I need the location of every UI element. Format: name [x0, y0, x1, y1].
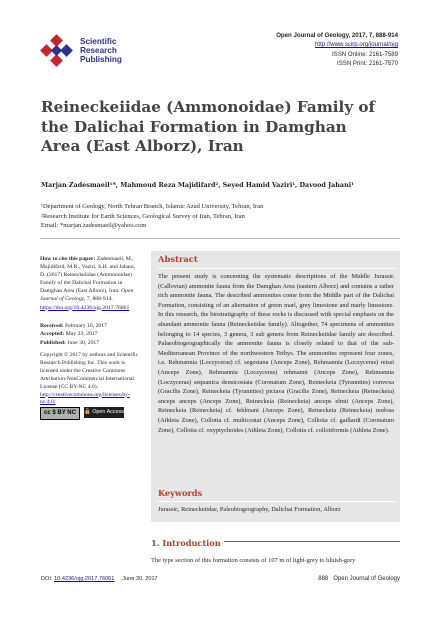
- citation-volume: 7, 888-914.: [86, 296, 113, 303]
- license-badges: [40, 407, 124, 418]
- author-list: Marjan Zadesmaeil¹*, Mahmoud Reza Majidifard², Seyed Hamid Vaziri¹, Davood Jahani¹: [41, 181, 354, 189]
- how-to-cite-label: How to cite this paper:: [40, 256, 96, 262]
- received-label: Received:: [40, 323, 64, 329]
- received-date: February 16, 2017: [65, 323, 107, 329]
- paper-title: Reineckeiidae (Ammonoidae) Family of the Dalichai Formation in Damghan Area (East Alborz), Iran: [41, 98, 376, 155]
- abstract-text: The present study is concerning the systematic descriptions of the Middle Jurassic (Callovian) ammonite fauna from the Damghan Area (eastern Alborz) and contains a rather rich ammonite fauna. The described ammonites come from the Middle part of the Dalichai Formation, consisting of an alternation of green marl, grey limestone and marly limestone. In this research, the biostratigraphy of these rocks is discussed with special emphasis on the abundant ammonite fauna (Reineckeiidae family). Altogether, 74 specimens of ammonites belonging to 14 species, 3 genera, 3 sub genera from Reineckeiidae family are described. Palaeobiogeographically the ammonite fauna is closely related to that of the sub-Mediterranean Province of the northwestern Tethys. The ammonites represent four zones, i.e. Rehmannia (Loczyceras) cf. segestana (Anceps Zone), Rehmannia (Loczyceras) reissi (Anceps Zone), Rehmannia (Loczyceras) rehmanni (Anceps Zone), Rehmannia (Loczyceras) sequanica densicostata (Coronatum Zone), Reineckeia (Tyrannites) convexa (Gracilis Zone), Reineckeia (Tyrannites) pictava (Gracilis Zone), Reineckeia (Reineckeia) anceps anceps (Anceps Zone), Reineckeia (Reineckeia) anceps elmii (Anceps Zone), Reineckeia (Reineckeia) cf. fehlmani (Anceps Zone), Reineckeia (Reineckeia) nodosa (Athleta Zone), Collotia cf. multicostat (Anceps Zone), Collotia cf. gaillardi (Coronatum Zone), Collotia cf. oxyptychoides (Athleta Zone), Collotia cf. collotiformis (Athleta Zone).: [158, 273, 394, 434]
- introduction-first-line: The type section of this formation consists of 107 m of light-grey to bluish-grey: [151, 557, 356, 564]
- abstract-heading: Abstract: [158, 251, 396, 269]
- open-access-label: Open Access: [92, 409, 124, 415]
- published-date: June 30, 2017: [67, 339, 100, 346]
- contact-email: Email: *marjan.zadesmaeil@yahoo.com: [41, 222, 147, 229]
- journal-citation: Open Journal of Geology, 2017, 7, 888-914: [276, 32, 398, 39]
- keywords-heading: Keywords: [158, 486, 396, 502]
- copyright-notice: [40, 352, 144, 407]
- open-access-badge: [84, 407, 124, 418]
- publisher-logo-icon: [40, 34, 76, 68]
- published-label: Published:: [40, 339, 66, 346]
- journal-url-link[interactable]: http://www.scirp.org/journal/ojg: [315, 41, 398, 49]
- footer-journal: Open Journal of Geology: [333, 576, 400, 582]
- affiliation-2: ²Research Institute for Earth Sciences, Geological Survey of Iran, Tehran, Iran: [41, 212, 245, 220]
- affiliation-1: ¹Department of Geology, North Tehran Branch, Islamic Azad University, Tehran, Iran: [41, 203, 264, 210]
- page-footer: [41, 576, 158, 582]
- copyright-text: Copyright © 2017 by authors and Scientific Research Publishing Inc. This work is licensed under the Creative Commons Attribution-NonCommercial International License (CC BY-NC 4.0).: [40, 352, 139, 390]
- citation-doi-link[interactable]: https://doi.org/10.4236/ojg.2017.76061: [40, 304, 130, 311]
- header-divider: [40, 238, 400, 239]
- issn-online: ISSN Online: 2161-7589: [331, 50, 398, 58]
- citation-text: Zadesmaeil, M., Majidifard, M.R., Vaziri, S.H. and Jahani, D. (2017) Reineckeiidae (Ammonoidae) Family of the Dalichai Formation in Damghan Area (East Alborz), Iran.: [40, 256, 136, 295]
- accepted-label: Accepted:: [40, 331, 65, 338]
- page-number: 888: [318, 576, 329, 582]
- open-access-lock-icon: 🔓: [84, 409, 91, 415]
- cc-license-icon[interactable]: cc $ BY NC: [40, 407, 80, 420]
- issn-print: ISSN Print: 2161-7570: [337, 60, 398, 68]
- publisher-name: Scientific Research Publishing: [80, 37, 122, 64]
- keywords-text: Jurassic, Reineckeiidae, Paleobiogeography, Dalichai Formation, Alborz: [158, 506, 341, 513]
- citation-journal: Open Journal of Geology,: [40, 288, 134, 303]
- journal-info: [276, 31, 398, 69]
- article-dates: [40, 322, 142, 347]
- footer-doi-label: DOI:: [41, 576, 53, 582]
- footer-date: June 30, 2017: [122, 576, 158, 582]
- footer-doi-link[interactable]: 10.4236/ojg.2017.76061: [54, 576, 115, 582]
- affiliations: [41, 202, 263, 231]
- footer-page-info: [318, 576, 400, 582]
- license-link[interactable]: http://creativecommons.org/licenses/by-nc/4.0/: [40, 391, 130, 406]
- how-to-cite: [40, 255, 142, 312]
- accepted-date: May 23, 2017: [65, 331, 98, 338]
- introduction-heading: 1. Introduction: [151, 538, 224, 548]
